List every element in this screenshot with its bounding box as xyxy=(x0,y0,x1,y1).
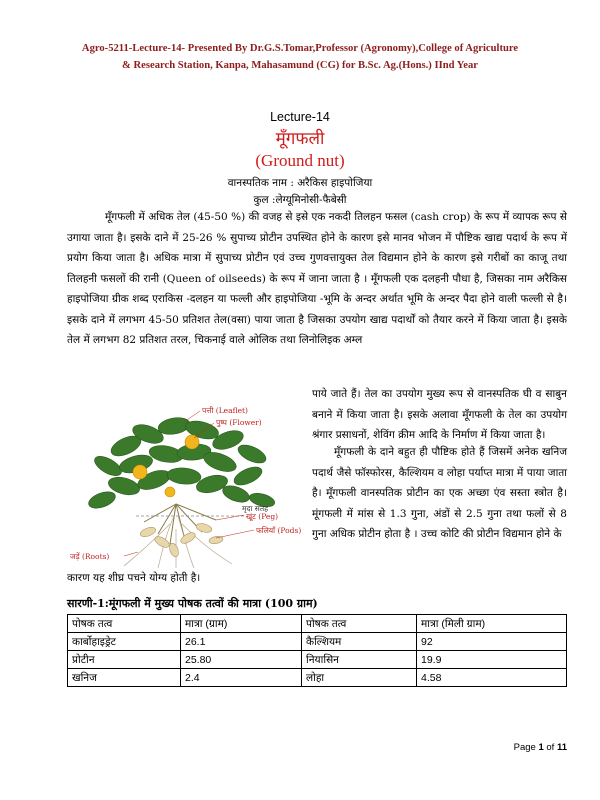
soil-surface-label: मृदा सतह xyxy=(242,504,269,513)
nutrient-table xyxy=(67,614,567,687)
table-header-cell: मात्रा (ग्राम) xyxy=(181,615,302,633)
table-cell: 25.80 xyxy=(181,651,302,669)
peg-label: खूंट (Peg) xyxy=(246,512,279,521)
table-cell: प्रोटीन xyxy=(68,651,181,669)
lecture-label: Lecture-14 xyxy=(270,110,330,124)
header-line-2: & Research Station, Kanpa, Mahasamund (CG) for B.Sc. Ag.(Hons.) IInd Year xyxy=(122,60,478,71)
groundnut-plant-illustration xyxy=(66,404,306,570)
document-header xyxy=(50,40,550,74)
table-row xyxy=(68,633,567,651)
page-number-separator: of xyxy=(543,742,557,753)
oil-use-paragraph: पाये जाते हैं। तेल का उपयोग मुख्य रूप से वानस्पतिक घी व साबुन बनाने में किया जाता है। इसके अलावा मूँगफली के तेल का उपयोग श्रंगार प्रसाधनों, शेविंग क्रीम आदि के निर्माण में किया जाता है। xyxy=(312,388,567,441)
page-total: 11 xyxy=(556,742,567,753)
roots-label: जड़ें (Roots) xyxy=(70,552,110,561)
table-cell: 26.1 xyxy=(181,633,302,651)
flower-label: पुष्प (Flower) xyxy=(216,418,262,427)
table-cell: नियासिन xyxy=(302,651,417,669)
groundnut-plant-figure xyxy=(66,404,306,570)
table-cell: लोहा xyxy=(302,669,417,687)
scientific-name: वानस्पतिक नाम : अरैकिस हाइपोजिया xyxy=(227,177,373,189)
table-header-cell: पोषक तत्व xyxy=(68,615,181,633)
table-header-cell: मात्रा (मिली ग्राम) xyxy=(417,615,567,633)
table-header-cell: पोषक तत्व xyxy=(302,615,417,633)
nutrition-paragraph: मूँगफली के दाने बहुत ही पौष्टिक होते हैं जिसमें अनेक खनिज पदार्थ जैसे फॉस्फोरस, कैल्शियम व लोहा पर्याप्त मात्रा में पाया जाता है। मूँगफली वानस्पतिक प्रोटीन का एक अच्छा एंव सस्ता स्त्रोत है। मूंगफली में मांस से 1.3 गुना, अंडों से 2.5 गुना तथा फलों से 8 गुना अधिक प्रोटीन होता है । उच्च कोटि की प्रोटीन विद्यमान होने के xyxy=(312,446,567,540)
page-title-english: (Ground nut) xyxy=(255,151,345,170)
table-caption: सारणी-1:मूंगफली में मुख्य पोषक तत्वों की मात्रा (100 ग्राम) xyxy=(67,597,318,610)
table-cell: 92 xyxy=(417,633,567,651)
page-number-prefix: Page xyxy=(513,742,539,753)
table-cell: 19.9 xyxy=(417,651,567,669)
foliage xyxy=(86,415,276,511)
header-line-1: Agro-5211-Lecture-14- Presented By Dr.G.S.Tomar,Professor (Agronomy),College of Agriculture xyxy=(81,43,519,54)
pods-label: फलियाँ (Pods) xyxy=(256,526,302,535)
table-cell: खनिज xyxy=(68,669,181,687)
table-row xyxy=(68,651,567,669)
digestion-paragraph: कारण यह शीघ्र पचने योग्य होती है। xyxy=(67,572,201,584)
page-current: 1 xyxy=(538,742,544,753)
table-row xyxy=(68,669,567,687)
family-name: कुल :लेग्यूमिनोसी-फैबेसी xyxy=(253,194,347,206)
table-cell: 2.4 xyxy=(181,669,302,687)
table-cell: 4.58 xyxy=(417,669,567,687)
leaflet-label: पत्ती (Leaflet) xyxy=(202,406,248,415)
page-number xyxy=(514,742,567,753)
table-cell: कार्बोहाइड्रेट xyxy=(68,633,181,651)
intro-paragraph: मूँगफली में अधिक तेल (45-50 %) की वजह से इसे एक नकदी तिलहन फसल (cash crop) के रूप में व्यापक रूप से उगाया जाता है। इसके दाने में 25-26 % सुपाच्य प्रोटीन उपस्थित होने के कारण इसे मानव भोजन में पौष्टिक खाद्य पदार्थ के रूप में प्रयोग किया जाता है। अधिक मात्रा में सुपाच्य प्रोटीन एवं उच्च गुणवत्तायुक्त तेल विद्यमान होने के कारण इसे गरीबों का काजू तथा तिलहनी फसलों की रानी (Queen of oilseeds) के रूप में जाना जाता है । मूँगफली एक दलहनी पौधा है, जिसका नाम अरैकिस हाइपोजिया ग्रीक शब्द एराकिस -दलहन या फल्ली और हाइपोजिया -भूमि के अन्दर अर्थात भूमि के अन्दर पैदा होने वाली फल्ली से है। इसके दाने में लगभग 45-50 प्रतिशत तेल(वसा) पाया जाता है जिसका उपयोग खाद्य पदार्थों को तैयार करने में किया जाता है। इसके तेल में लगभग 82 प्रतिशत तरल, चिकनाई वाले ओलिक तथा लिनोलिइक अम्ल xyxy=(67,211,567,346)
page-title-hindi: मूँगफली xyxy=(275,129,325,149)
table-cell: कैल्शियम xyxy=(302,633,417,651)
table-header-row xyxy=(68,615,567,633)
